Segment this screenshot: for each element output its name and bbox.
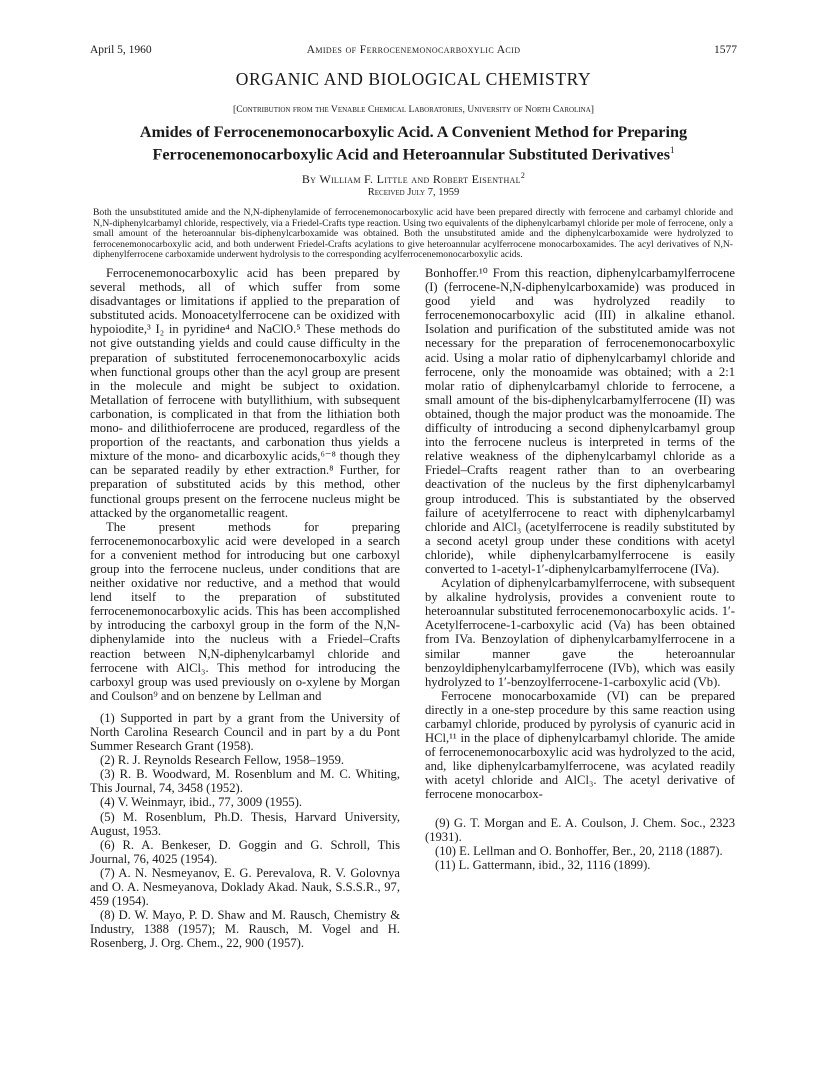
footnote: (3) R. B. Woodward, M. Rosenblum and M. C. Whiting, This Journal, 74, 3458 (1952).: [90, 767, 400, 796]
footnote: (10) E. Lellman and O. Bonhoffer, Ber., 20, 2118 (1887).: [435, 843, 723, 858]
body-paragraph: Ferrocene monocarboxamide (VI) can be prepared directly in a one-step procedure by this same reaction using carbamyl chloride, produced by pyrolysis of cyanuric acid in HCl,¹¹ in the place of diphenylcarbamyl chloride. The amide of ferrocenemonocarboxylic acid was hydrolyzed to the acid, and, like diphenylcarbamylferrocene, was acylated readily with acetyl chloride and AlCl₃. The acetyl derivative of ferrocene monocarbox-: [425, 688, 735, 802]
footnote: (4) V. Weinmayr, ibid., 77, 3009 (1955).: [100, 795, 303, 810]
section-heading: ORGANIC AND BIOLOGICAL CHEMISTRY: [235, 69, 592, 89]
right-column: [425, 266, 735, 872]
authors: By William F. Little and Robert Eisenthal: [301, 172, 521, 186]
footnotes-left: [90, 711, 400, 951]
received-date: Received July 7, 1959: [367, 187, 460, 198]
body-paragraph: Acylation of diphenylcarbamylferrocene, with subsequent by alkaline hydrolysis, provides a convenient route to heteroannular substituted ferrocenemonocarboxylic acids. 1′-Acetylferrocene-1-carboxylic acid (Va) has been obtained from IVa. Benzoylation of diphenylcarbamylferrocene in a similar manner gave the heteroannular benzoyldiphenylcarbamylferrocene (IVb), which was easily hydrolyzed to 1′-benzoylferrocene-1-carboxylic acid (Vb).: [425, 576, 735, 689]
article-title-line-2: Ferrocenemonocarboxylic Acid and Heteroannular Substituted Derivatives: [152, 145, 671, 164]
page-number: 1577: [714, 44, 737, 56]
body-paragraph: Bonhoffer.¹⁰ From this reaction, diphenylcarbamylferrocene (I) (ferrocene-N,N-diphenylcarboxamide) was produced in good yield and was hydrolyzed readily to ferrocenemonocarboxylic acid (III) in alkaline ethanol. Isolation and purification of the substituted amide was not necessary for the preparation of ferrocenemonocarboxylic acid. Using a molar ratio of diphenylcarbamyl chloride and ferrocene, only the monoamide was obtained; with a 2:1 molar ratio of diphenylcarbamyl chloride to ferrocene, a small amount of the bis-diphenylcarbamylferrocene (II) was obtained, though the major product was the monoamide. The difficulty of introducing a second diphenylcarbamyl group into the ferrocene nucleus is interpreted in terms of the relative weakness of the diphenylcarbamyl chloride as a Friedel–Crafts reagent rather than to an overbearing deactivation of the nucleus by the first diphenylcarbamyl group introduced. This is substantiated by the observed failure of acetylferrocene to react with diphenylcarbamyl chloride and AlCl₃ (acetylferrocene is readily substituted by a second acetyl group under these conditions with acetyl chloride), while diphenylcarbamylferrocene is easily converted to 1-acetyl-1′-diphenylcarbamylferrocene (IVa).: [425, 266, 735, 576]
left-column: [90, 266, 400, 951]
authors-wrapper: [0, 171, 827, 187]
footnote: (9) G. T. Morgan and E. A. Coulson, J. Chem. Soc., 2323 (1931).: [425, 815, 735, 844]
body-paragraph: The present methods for preparing ferrocenemonocarboxylic acid were developed in a search for a convenient method for introducing but one carboxyl group into the ferrocene nucleus, under conditions that are neither oxidative nor reductive, and a method that would lend itself to the preparation of substituted ferrocenemonocarboxylic acids. This has been accomplished by introducing the carboxyl group in the form of the N,N-diphenylamide into the nucleus with a Friedel–Crafts reaction between N,N-diphenylcarbamyl chloride and ferrocene with AlCl₃. This method for introducing the carboxyl group was used previously on o-xylene by Morgan and Coulson⁹ and on benzene by Lellman and: [90, 519, 400, 703]
footnote: (1) Supported in part by a grant from the University of North Carolina Research Council and in part by a du Pont Summer Research Grant (1958).: [90, 710, 400, 754]
footnote: (7) A. N. Nesmeyanov, E. G. Perevalova, R. V. Golovnya and O. A. Nesmeyanova, Doklady Akad. Nauk, S.S.S.R., 97, 459 (1954).: [90, 865, 400, 909]
article-title-line-1: Amides of Ferrocenemonocarboxylic Acid. A Convenient Method for Preparing: [139, 123, 688, 141]
contribution-line: [Contribution from the Venable Chemical Laboratories, University of North Carolina]: [233, 104, 594, 115]
footnote: (8) D. W. Mayo, P. D. Shaw and M. Rausch, Chemistry & Industry, 1388 (1957); M. Rausch, M. Vogel and H. Rosenberg, J. Org. Chem., 22, 900 (1957).: [90, 908, 400, 951]
article-title-line-2-wrapper: [90, 141, 737, 163]
author-footnote-marker: 2: [520, 171, 526, 180]
abstract: Both the unsubstituted amide and the N,N-diphenylamide of ferrocenemonocarboxylic acid have been prepared directly with ferrocene and carbamyl chloride and N,N-diphenylcarbamyl chloride, respectively, via a Friedel-Crafts type reaction. Using two equivalents of the diphenylcarbamyl chloride per mole of ferrocene, only a small amount of the heteroannular bis-diphenylcarboxamide was obtained. Both the unsubstituted amide and the diphenylcarboxamide were hydrolyzed to ferrocenemonocarboxylic acid, and both underwent Friedel-Crafts acylations to give heteroannular acylferrocene monocarboxamides. The acyl derivatives of N,N-diphenylferrocene carboxamide underwent hydrolysis to the corresponding acylferrocenemonocarboxylic acids.: [93, 207, 733, 261]
title-footnote-marker: 1: [670, 145, 675, 155]
footnote: (2) R. J. Reynolds Research Fellow, 1958–1959.: [100, 753, 345, 768]
running-title: Amides of Ferrocenemonocarboxylic Acid: [306, 44, 521, 56]
footnote: (11) L. Gattermann, ibid., 32, 1116 (1899).: [435, 857, 651, 872]
running-head: [90, 44, 737, 60]
footnote: (6) R. A. Benkeser, D. Goggin and G. Schroll, This Journal, 76, 4025 (1954).: [90, 837, 400, 866]
footnote: (5) M. Rosenblum, Ph.D. Thesis, Harvard University, August, 1953.: [90, 809, 400, 838]
issue-date: April 5, 1960: [90, 44, 152, 56]
footnotes-right: [425, 816, 735, 872]
article-title: [90, 123, 737, 163]
body-paragraph: Ferrocenemonocarboxylic acid has been prepared by several methods, all of which suffer from some disadvantages or limitations if applied to the preparation of substituted acids. Monoacetylferrocene can be oxidized with hypoiodite,³ I₂ in pyridine⁴ and NaClO.⁵ These methods do not give outstanding yields and could cause difficulty in the preparation of substituted ferrocenemonocarboxylic acids when functional groups other than the acyl group are present in the molecule and might be subject to oxidation. Metallation of ferrocene with butyllithium, with subsequent carbonation, is complicated in that from the lithiation both mono- and dilithioferrocene are produced, regardless of the proportion of the reactants, and carbonation thus yields a mixture of the mono- and dicarboxylic acids,⁶⁻⁸ though they can be separated readily by ether extraction.⁸ Further, for preparation of substituted acids by this method, other functional groups present on the ferrocene nucleus might be attacked by the organometallic reagent.: [90, 266, 400, 520]
